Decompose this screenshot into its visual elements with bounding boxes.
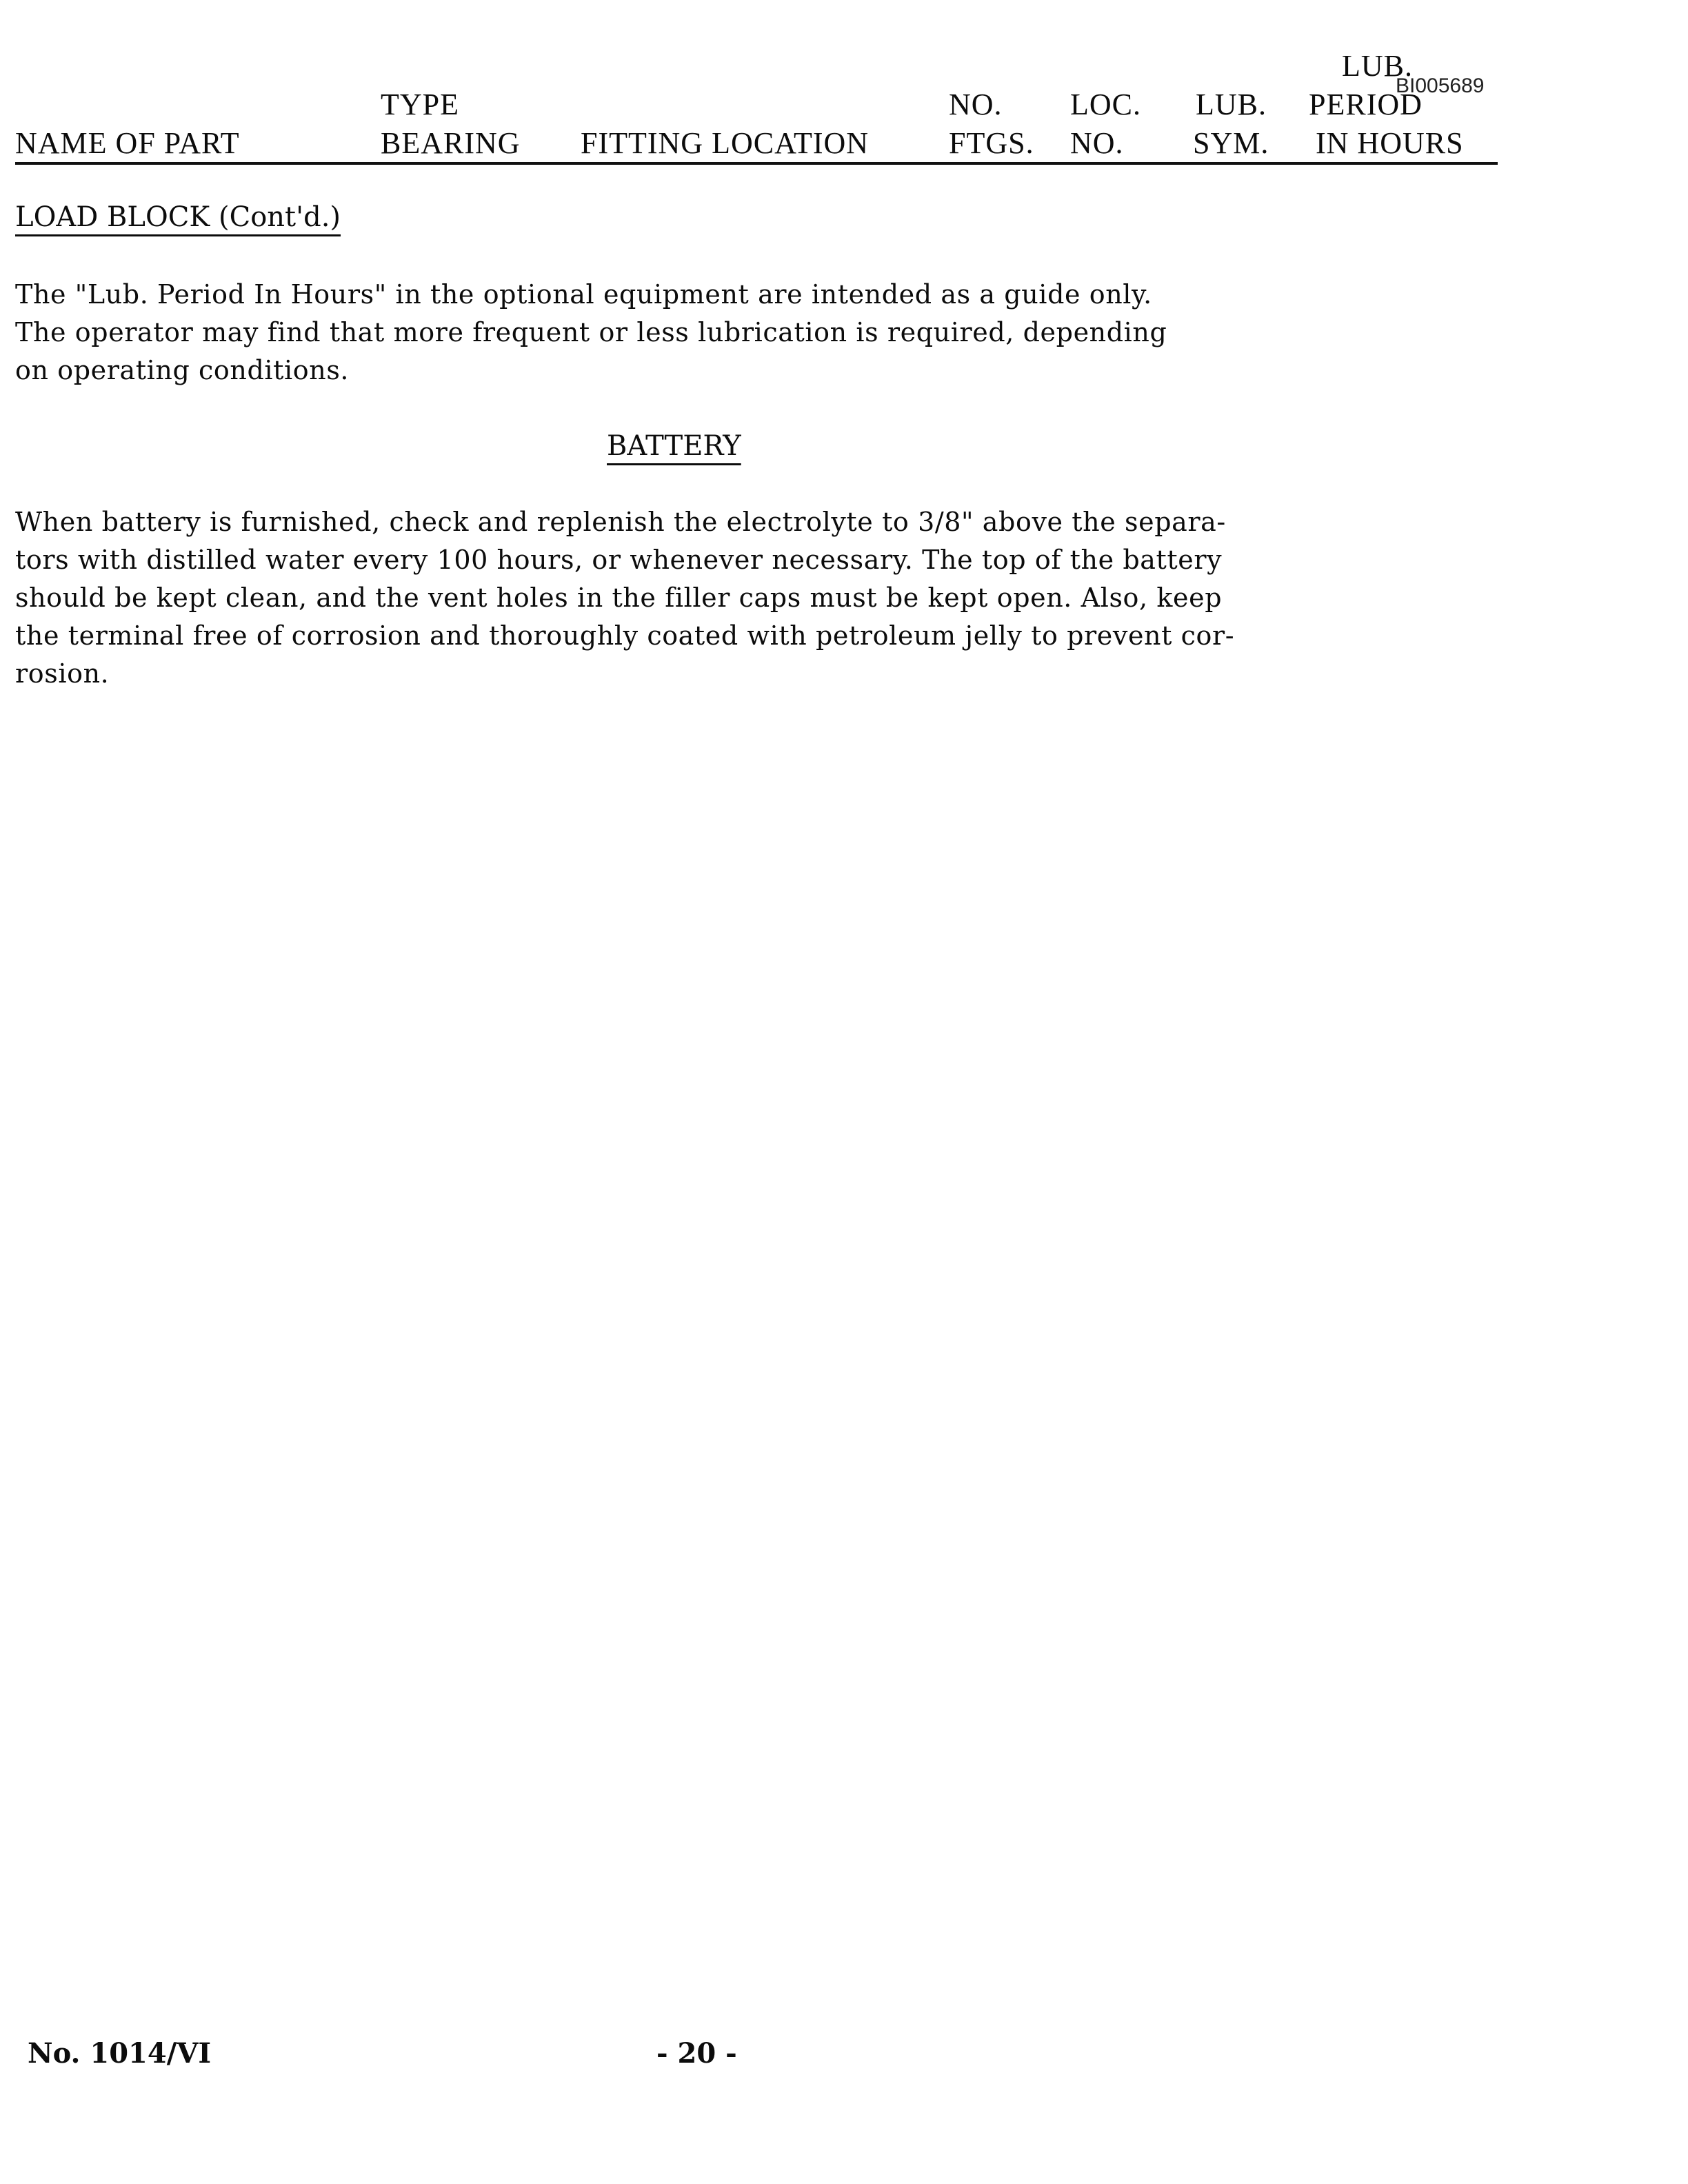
load-block-line: The operator may find that more frequent or less lubrication is required, depending [15, 317, 1167, 347]
battery-line: tors with distilled water every 100 hours, or whenever necessary. The top of the battery [15, 545, 1223, 575]
page-number: - 20 - [656, 2037, 737, 2070]
header-lub-period-line1: LUB. [1342, 49, 1413, 83]
header-type-line2: BEARING [381, 126, 521, 160]
header-type-line1: TYPE [381, 88, 459, 121]
header-loc-no-line2: NO. [1070, 126, 1124, 160]
header-lub-sym-line2: SYM. [1193, 126, 1269, 160]
battery-paragraph [15, 503, 1505, 693]
battery-line: rosion. [15, 658, 110, 689]
document-number: No. 1014/VI [28, 2037, 212, 2070]
battery-title: BATTERY [607, 430, 741, 462]
header-lub-period-line2: PERIOD [1309, 88, 1423, 121]
document-id-stamp: BI005689 [1396, 74, 1485, 97]
load-block-line: on operating conditions. [15, 355, 350, 385]
header-fitting-location: FITTING LOCATION [581, 126, 870, 160]
battery-line: When battery is furnished, check and replenish the electrolyte to 3/8" above the separa- [15, 507, 1226, 537]
load-block-title: LOAD BLOCK (Cont'd.) [15, 201, 341, 233]
battery-line: should be kept clean, and the vent holes in the filler caps must be kept open. Also, keep [15, 583, 1223, 613]
header-name-of-part: NAME OF PART [15, 126, 240, 160]
header-no-ftgs-line2: FTGS. [949, 126, 1034, 160]
header-lub-sym-line1: LUB. [1196, 88, 1267, 121]
header-loc-no-line1: LOC. [1070, 88, 1141, 121]
load-block-line: The "Lub. Period In Hours" in the optional equipment are intended as a guide only. [15, 279, 1152, 310]
header-rule [15, 162, 1498, 165]
header-no-ftgs-line1: NO. [949, 88, 1003, 121]
battery-line: the terminal free of corrosion and thoroughly coated with petroleum jelly to prevent cor- [15, 620, 1235, 651]
header-lub-period-line3: IN HOURS [1316, 126, 1464, 160]
load-block-paragraph [15, 276, 1505, 390]
